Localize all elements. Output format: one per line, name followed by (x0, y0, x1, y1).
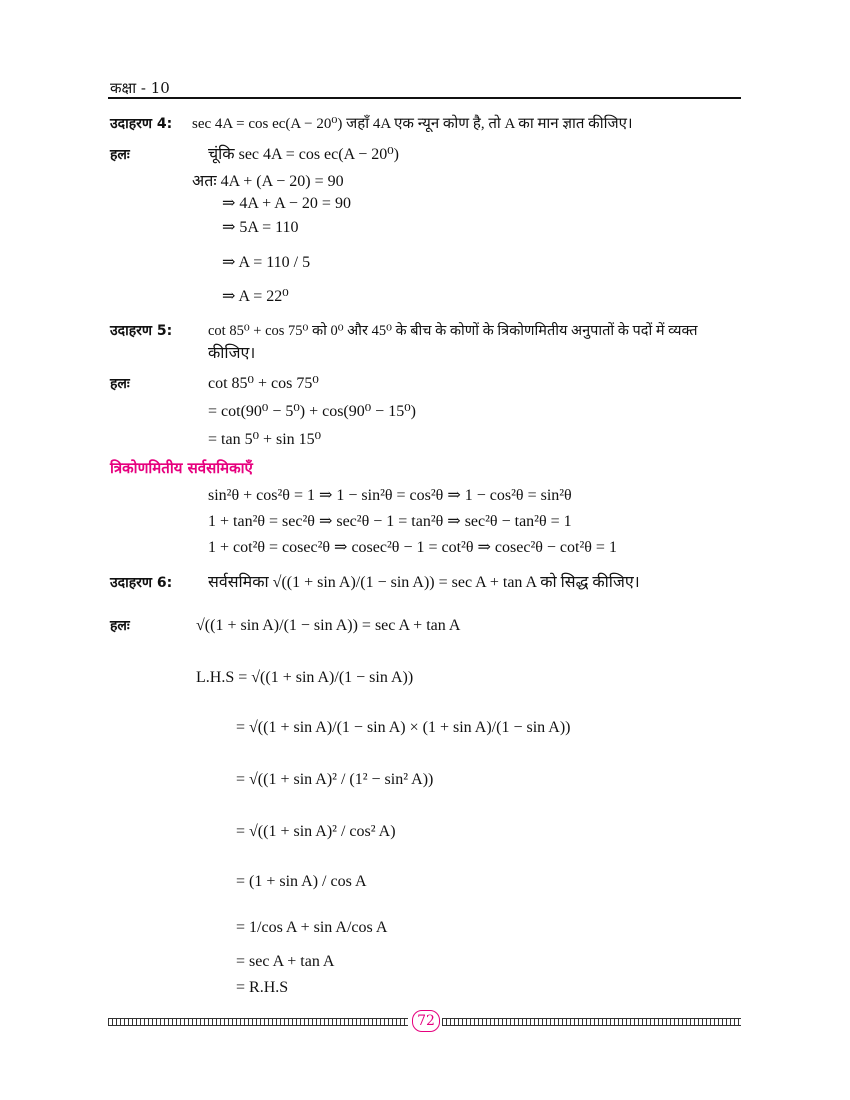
solution-label: हलः (110, 618, 130, 634)
solution-label: हलः (110, 376, 130, 392)
example-5-label: उदाहरण 5: (110, 323, 173, 339)
page-number: 72 (412, 1010, 440, 1032)
step-line: = √((1 + sin A)² / (1² − sin² A)) (236, 771, 434, 788)
step-line: = R.H.S (236, 979, 289, 996)
class-header: कक्षा - 10 (110, 79, 170, 97)
step-line: ⇒ A = 110 / 5 (222, 254, 311, 271)
step-line: L.H.S = √((1 + sin A)/(1 − sin A)) (196, 669, 414, 686)
step-line: = 1/cos A + sin A/cos A (236, 919, 388, 936)
step-line: = (1 + sin A) / cos A (236, 873, 367, 890)
identity-line: 1 + cot²θ = cosec²θ ⇒ cosec²θ − 1 = cot²θ ⇒ cosec²θ − cot²θ = 1 (208, 539, 617, 556)
example-5-question-cont: कीजिए। (208, 345, 256, 362)
step-line: अतः 4A + (A − 20) = 90 (192, 173, 344, 190)
header-rule (108, 97, 741, 99)
step-line: ⇒ 5A = 110 (222, 219, 299, 236)
footer-border-right (442, 1018, 741, 1026)
step-line: = cot(90⁰ − 5⁰) + cos(90⁰ − 15⁰) (208, 403, 416, 420)
identity-line: 1 + tan²θ = sec²θ ⇒ sec²θ − 1 = tan²θ ⇒ sec²θ − tan²θ = 1 (208, 513, 572, 530)
example-5-question: cot 85⁰ + cos 75⁰ को 0⁰ और 45⁰ के बीच के कोणों के त्रिकोणमितीय अनुपातों के पदों में व्यक्त (208, 323, 698, 339)
identity-line: sin²θ + cos²θ = 1 ⇒ 1 − sin²θ = cos²θ ⇒ 1 − cos²θ = sin²θ (208, 487, 572, 504)
step-line: = √((1 + sin A)² / cos² A) (236, 823, 396, 840)
section-title: त्रिकोणमितीय सर्वसमिकाएँ (110, 459, 253, 477)
step-line: √((1 + sin A)/(1 − sin A)) = sec A + tan A (196, 617, 461, 634)
footer-border-left (108, 1018, 408, 1026)
example-6-question: सर्वसमिका √((1 + sin A)/(1 − sin A)) = sec A + tan A को सिद्ध कीजिए। (208, 574, 640, 591)
step-line: = tan 5⁰ + sin 15⁰ (208, 431, 322, 448)
step-line: = sec A + tan A (236, 953, 335, 970)
step-line: = √((1 + sin A)/(1 − sin A) × (1 + sin A)/(1 − sin A)) (236, 719, 571, 736)
page-footer (108, 1010, 741, 1032)
example-4-label: उदाहरण 4: (110, 116, 173, 132)
example-6-label: उदाहरण 6: (110, 575, 173, 591)
solution-label: हलः (110, 147, 130, 163)
step-line: cot 85⁰ + cos 75⁰ (208, 375, 319, 392)
step-line: ⇒ 4A + A − 20 = 90 (222, 195, 351, 212)
example-4-question: sec 4A = cos ec(A − 20⁰) जहाँ 4A एक न्यून कोण है, तो A का मान ज्ञात कीजिए। (192, 116, 633, 132)
step-line: चूंकि sec 4A = cos ec(A − 20⁰) (208, 146, 400, 163)
step-line: ⇒ A = 22⁰ (222, 288, 289, 305)
